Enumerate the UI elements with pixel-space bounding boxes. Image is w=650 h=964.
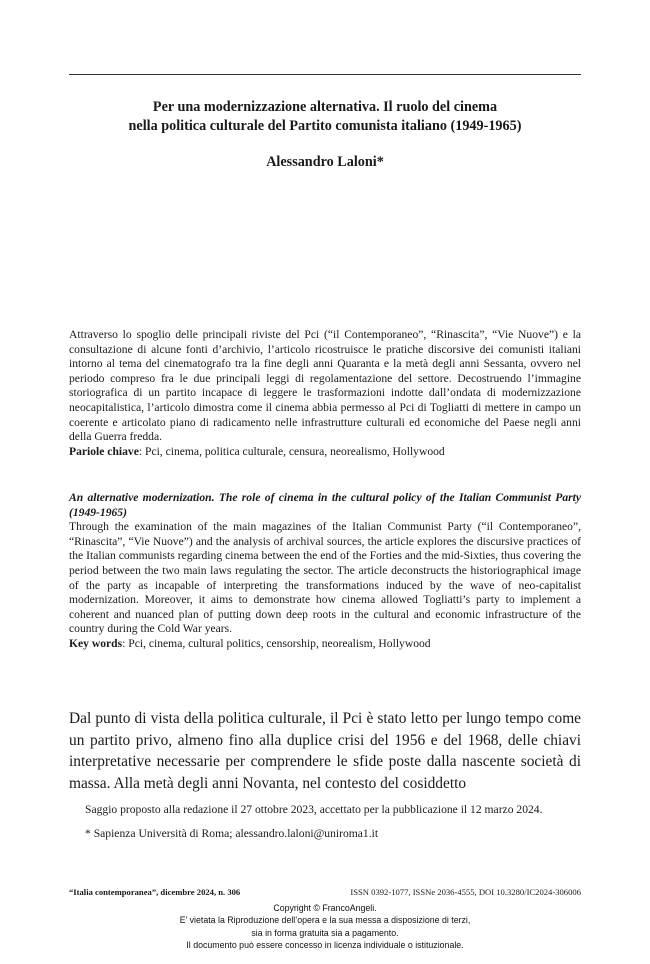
abstract-english-title: An alternative modernization. The role of cinema in the cultural policy of the Italian Communist Party (1949-1965) (69, 491, 581, 519)
journal-identifiers: ISSN 0392-1077, ISSNe 2036-4555, DOI 10.3280/IC2024-306006 (350, 887, 581, 897)
abstract-italian-text: Attraverso lo spoglio delle principali riviste del Pci (“il Contemporaneo”, “Rinascita”, “Vie Nuove”) e la consultazione di alcune fonti d’archivio, l’articolo ricostruisce le pratiche discorsive dei comunisti italiani intorno al tema del cinematografo tra la fine degli anni Quaranta e la metà degli anni Sessanta, ovvero nel periodo compreso fra le due principali leggi di regolamentazione del settore. Decostruendo l’immagine storiografica di un partito incapace di leggere le trasformazioni indotte dall’ondata di modernizzazione neocapitalistica, l’articolo dimostra come il cinema abbia permesso al Pci di Togliatti di mettere in campo un coerente e articolato piano di radicamento nelle infrastrutture culturali ed economiche del Paese negli anni della Guerra fredda. (69, 328, 581, 444)
article-title (40, 98, 610, 136)
body-paragraph: Dal punto di vista della politica culturale, il Pci è stato letto per lungo tempo come un partito privo, almeno fino alla duplice crisi del 1956 e del 1968, delle chiavi interpretative necessarie per comprendere le sfide poste dalla nascente società di massa. Alla metà degli anni Novanta, nel contesto del cosiddetto (69, 710, 581, 792)
article-title-line-1: Per una modernizzazione alternativa. Il ruolo del cinema (152, 99, 498, 115)
abstract-english (69, 491, 581, 652)
submission-note: Saggio proposto alla redazione il 27 ottobre 2023, accettato per la pubblicazione il 12 marzo 2024. (85, 803, 543, 816)
copyright-line-2: E’ vietata la Riproduzione dell’opera e la sua messa a disposizione di terzi, (179, 915, 471, 926)
keywords-italian (69, 445, 581, 460)
keywords-italian-label: Pariole chiave (69, 444, 139, 458)
article-title-line-2: nella politica culturale del Partito comunista italiano (1949-1965) (128, 118, 522, 134)
keywords-english (69, 637, 581, 652)
abstract-italian (69, 328, 581, 459)
author-affiliation-note: * Sapienza Università di Roma; alessandro.laloni@uniroma1.it (85, 826, 379, 840)
abstract-english-text: Through the examination of the main magazines of the Italian Communist Party (“il Contemporaneo”, “Rinascita”, “Vie Nuove”) and the analysis of archival sources, the article explores the discursive practices of the Italian communists regarding cinema between the end of the Forties and the mid-Sixties, thus covering the period between the two main laws regulating the sector. The article deconstructs the historiographical image of the party as incapable of interpreting the transformations induced by the wave of neo-capitalist modernization. Moreover, it aims to demonstrate how cinema allowed Togliatti’s party to implement a coherent and nuanced plan of putting down deep roots in the cultural and economic infrastructure of the country during the Cold War years. (69, 520, 581, 636)
copyright-notice (0, 902, 650, 952)
keywords-italian-values: : Pci, cinema, politica culturale, censura, neorealismo, Hollywood (138, 444, 445, 458)
copyright-line-3: sia in forma gratuita sia a pagamento. (251, 927, 399, 938)
footnotes (69, 803, 581, 841)
keywords-english-label: Key words (69, 636, 123, 650)
copyright-line-4: Il documento può essere concesso in licenza individuale o istituzionale. (186, 940, 464, 951)
copyright-line-1: Copyright © FrancoAngeli. (273, 903, 377, 913)
header-rule (69, 74, 581, 75)
keywords-english-values: : Pci, cinema, cultural politics, censorship, neorealism, Hollywood (122, 636, 431, 650)
journal-footer (69, 887, 581, 898)
author-name: Alessandro Laloni* (266, 154, 384, 170)
journal-citation: “Italia contemporanea”, dicembre 2024, n. 306 (69, 887, 241, 897)
